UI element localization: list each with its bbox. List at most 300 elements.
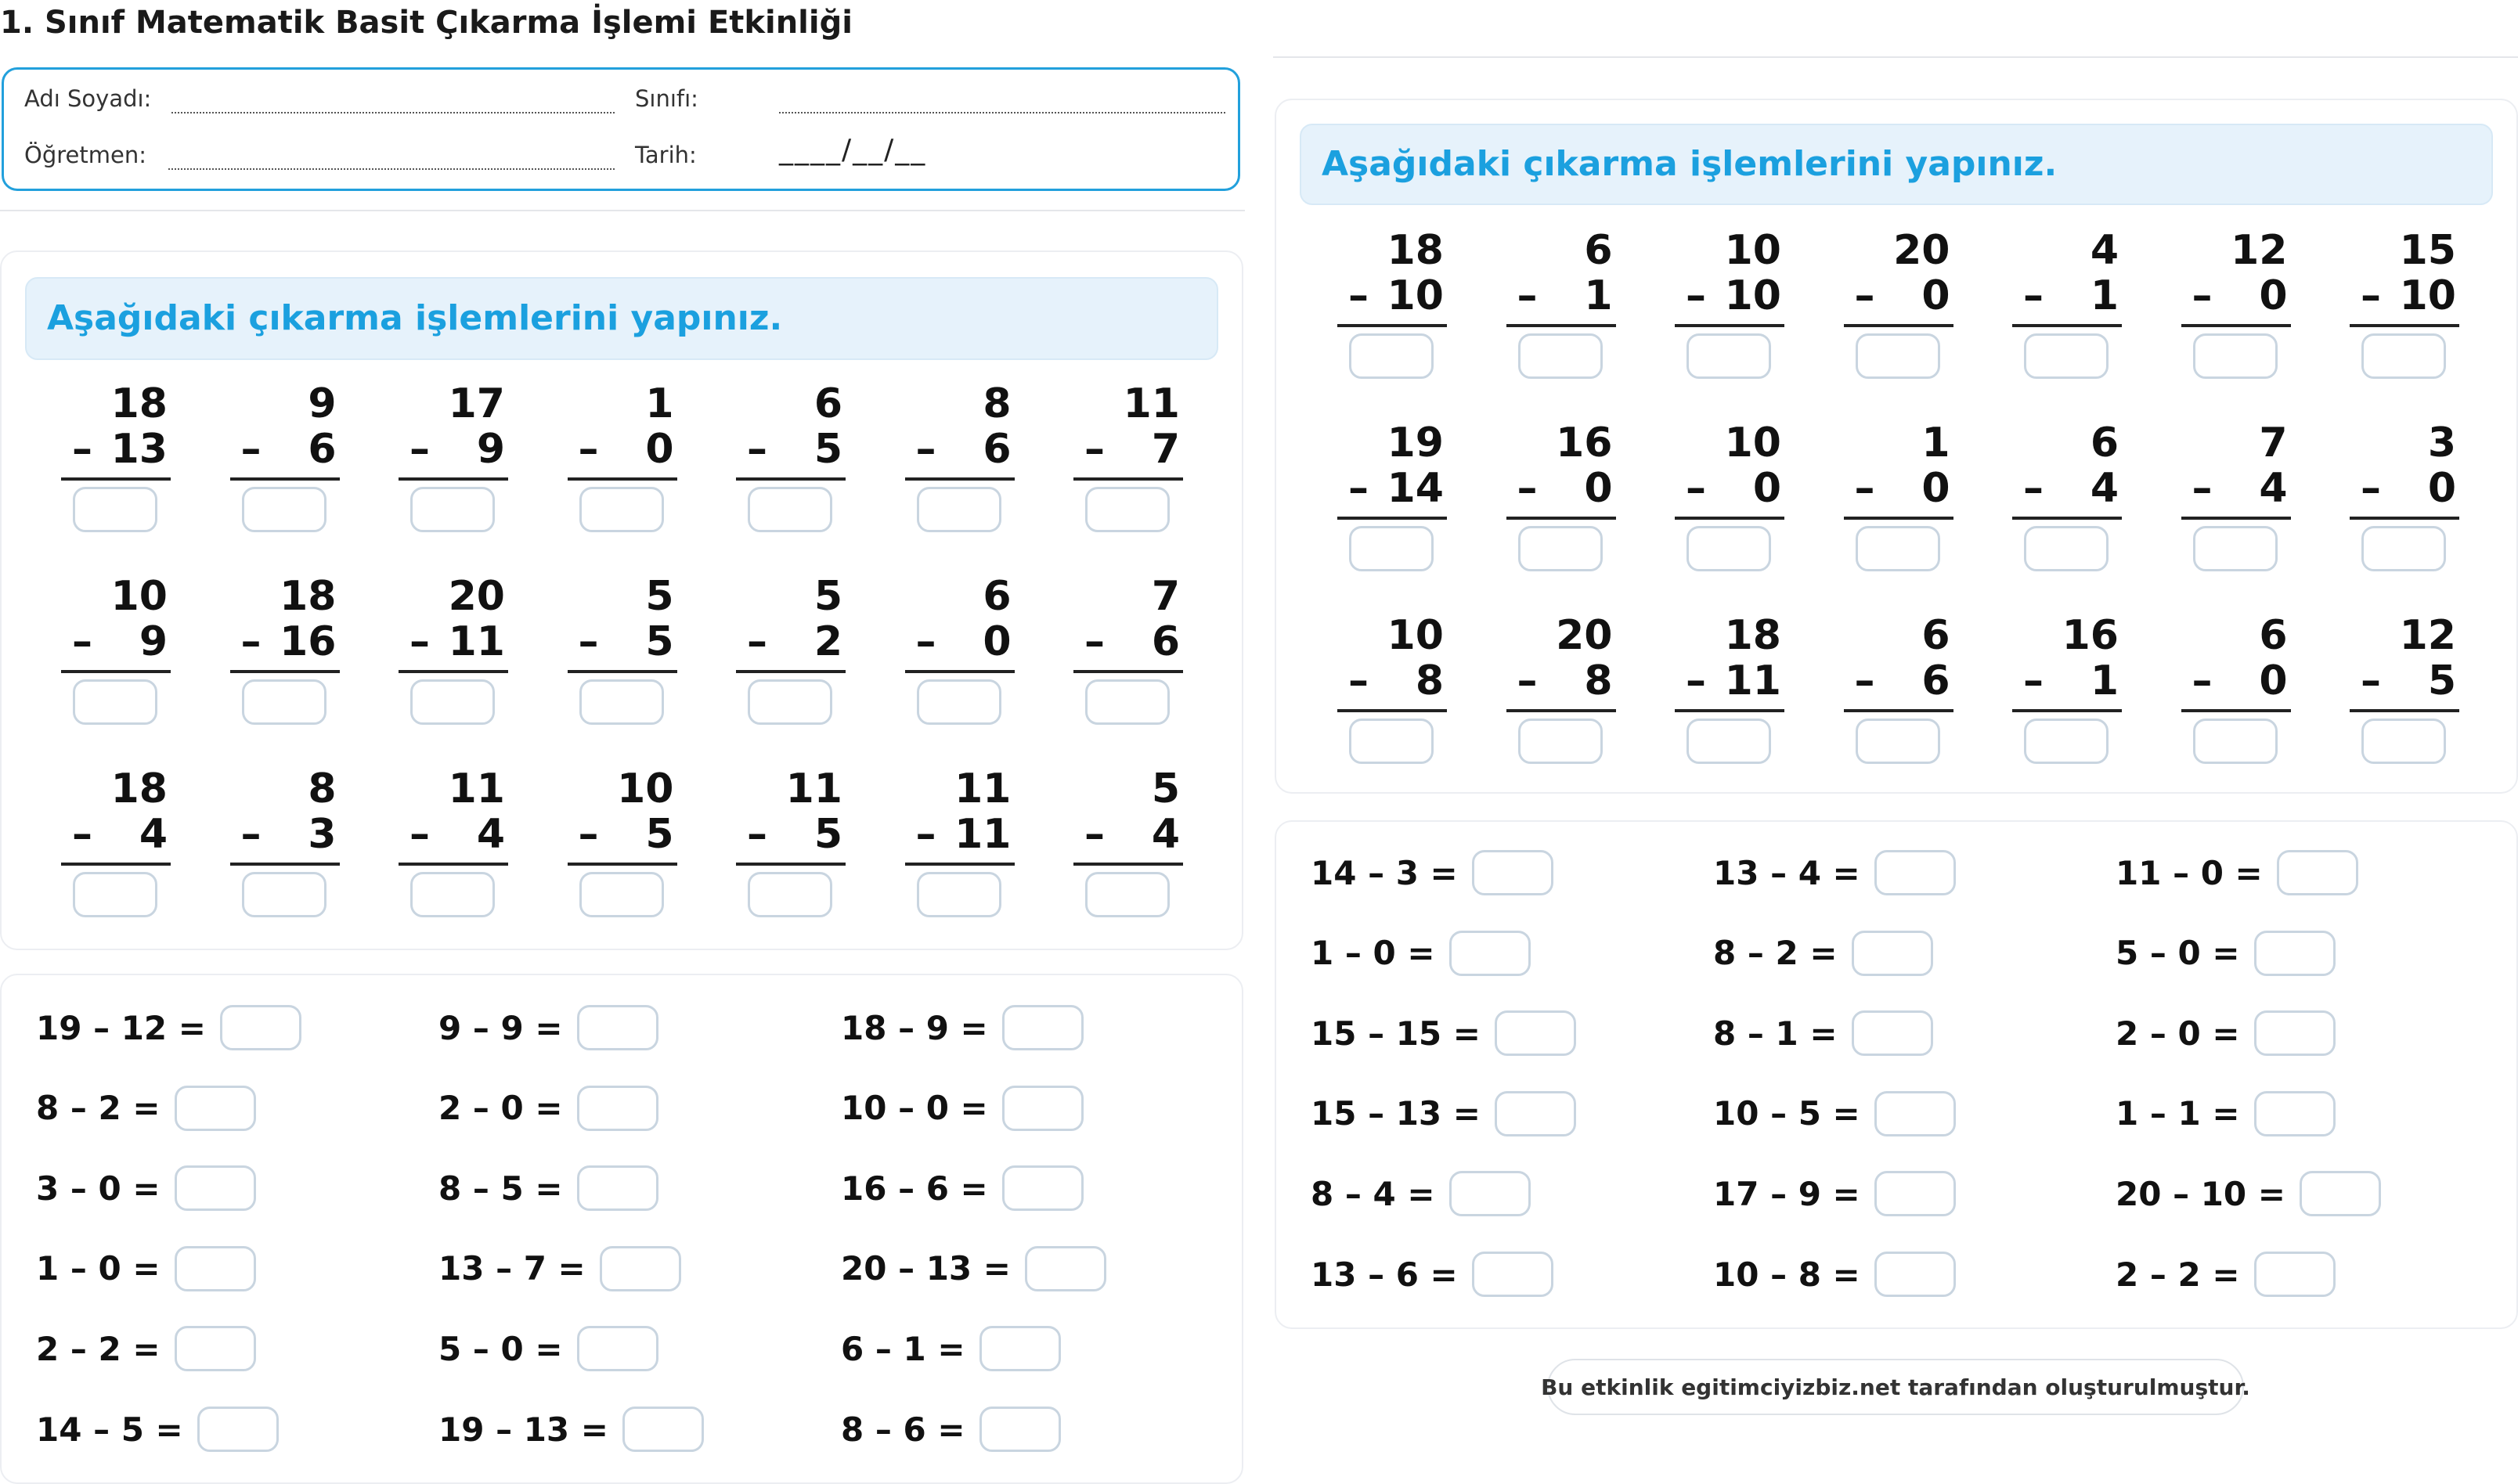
result-line bbox=[61, 863, 171, 866]
answer-box[interactable] bbox=[175, 1326, 256, 1371]
class-label: Sınıfı: bbox=[635, 85, 698, 112]
answer-box[interactable] bbox=[579, 487, 664, 532]
answer-box[interactable] bbox=[410, 872, 495, 917]
answer-box[interactable] bbox=[1686, 333, 1771, 379]
subtrahend: 10 bbox=[1387, 272, 1444, 319]
vertical-problem bbox=[61, 379, 171, 543]
problem-expression: 16 – 6 = bbox=[841, 1169, 988, 1208]
answer-box[interactable] bbox=[1852, 931, 1933, 976]
answer-box[interactable] bbox=[1025, 1246, 1106, 1291]
subtrahend: 0 bbox=[2259, 272, 2288, 319]
answer-box[interactable] bbox=[1874, 850, 1956, 895]
subtrahend: 11 bbox=[954, 811, 1012, 858]
result-line bbox=[1675, 324, 1784, 327]
minuend: 20 bbox=[448, 573, 505, 620]
horizontal-problem bbox=[841, 1004, 1084, 1051]
horizontal-problem bbox=[841, 1085, 1084, 1132]
subtrahend: 11 bbox=[448, 618, 505, 665]
horizontal-problem bbox=[438, 1165, 658, 1212]
answer-box[interactable] bbox=[1002, 1165, 1084, 1211]
right-instructions-banner: Aşağıdaki çıkarma işlemlerini yapınız. bbox=[1300, 124, 2493, 205]
answer-box[interactable] bbox=[410, 487, 495, 532]
subtrahend: 9 bbox=[476, 426, 505, 473]
vertical-problem bbox=[2012, 225, 2122, 390]
answer-box[interactable] bbox=[1518, 719, 1603, 764]
student-info-box bbox=[2, 67, 1240, 191]
answer-box[interactable] bbox=[1449, 931, 1531, 976]
minuend: 15 bbox=[2399, 227, 2456, 274]
answer-box[interactable] bbox=[577, 1005, 658, 1050]
minus-sign: – bbox=[1517, 272, 1538, 319]
date-field[interactable]: ____/__/__ bbox=[779, 134, 927, 166]
vertical-problem bbox=[905, 764, 1015, 928]
answer-box[interactable] bbox=[577, 1165, 658, 1211]
answer-box[interactable] bbox=[242, 679, 326, 725]
problem-expression: 18 – 9 = bbox=[841, 1008, 988, 1047]
answer-box[interactable] bbox=[73, 487, 157, 532]
vertical-problem bbox=[1675, 225, 1784, 390]
result-line bbox=[905, 670, 1015, 673]
result-line bbox=[1073, 863, 1183, 866]
vertical-problem bbox=[1844, 418, 1953, 582]
problem-expression: 8 – 1 = bbox=[1713, 1014, 1838, 1053]
problem-expression: 2 – 2 = bbox=[2116, 1255, 2240, 1294]
answer-box[interactable] bbox=[1686, 719, 1771, 764]
vertical-problem bbox=[2181, 225, 2291, 390]
vertical-problem bbox=[1844, 611, 1953, 775]
subtrahend: 0 bbox=[2427, 465, 2456, 512]
horizontal-problem bbox=[2116, 1251, 2336, 1298]
result-line bbox=[1675, 709, 1784, 712]
problem-expression: 3 – 0 = bbox=[36, 1169, 161, 1208]
subtrahend: 1 bbox=[2090, 657, 2119, 704]
answer-box[interactable] bbox=[1495, 1091, 1576, 1136]
problem-expression: 8 – 2 = bbox=[1713, 934, 1838, 973]
answer-box[interactable] bbox=[2300, 1171, 2381, 1216]
minuend: 6 bbox=[1921, 612, 1950, 659]
vertical-problem bbox=[1675, 418, 1784, 582]
subtrahend: 5 bbox=[2427, 657, 2456, 704]
result-line bbox=[1506, 324, 1616, 327]
answer-box[interactable] bbox=[1449, 1171, 1531, 1216]
result-line bbox=[736, 477, 846, 481]
subtrahend: 0 bbox=[2259, 657, 2288, 704]
minuend: 10 bbox=[617, 765, 674, 812]
answer-box[interactable] bbox=[2361, 526, 2446, 571]
vertical-problem bbox=[399, 379, 508, 543]
answer-box[interactable] bbox=[1518, 526, 1603, 571]
minuend: 4 bbox=[2090, 227, 2119, 274]
minuend: 5 bbox=[1151, 765, 1180, 812]
result-line bbox=[2350, 324, 2459, 327]
vertical-problem bbox=[2350, 611, 2459, 775]
result-line bbox=[568, 863, 677, 866]
vertical-problem bbox=[2012, 418, 2122, 582]
result-line bbox=[2012, 709, 2122, 712]
result-line bbox=[2012, 324, 2122, 327]
minus-sign: – bbox=[2023, 657, 2044, 704]
answer-box[interactable] bbox=[1856, 333, 1940, 379]
minus-sign: – bbox=[2192, 657, 2213, 704]
answer-box[interactable] bbox=[1495, 1010, 1576, 1056]
subtrahend: 4 bbox=[476, 811, 505, 858]
answer-box[interactable] bbox=[1852, 1010, 1933, 1056]
horizontal-problem bbox=[1713, 1251, 1956, 1298]
minuend: 18 bbox=[110, 765, 168, 812]
minus-sign: – bbox=[2361, 272, 2381, 319]
minuend: 12 bbox=[2231, 227, 2288, 274]
answer-box[interactable] bbox=[579, 679, 664, 725]
subtrahend: 4 bbox=[139, 811, 168, 858]
minus-sign: – bbox=[72, 618, 92, 665]
result-line bbox=[2181, 324, 2291, 327]
problem-expression: 8 – 5 = bbox=[438, 1169, 563, 1208]
problem-expression: 13 – 4 = bbox=[1713, 853, 1860, 892]
result-line bbox=[1506, 517, 1616, 520]
result-line bbox=[905, 477, 1015, 481]
horizontal-problem bbox=[2116, 849, 2358, 896]
horizontal-problem bbox=[841, 1245, 1106, 1292]
subtrahend: 1 bbox=[1584, 272, 1613, 319]
answer-box[interactable] bbox=[1518, 333, 1603, 379]
answer-box[interactable] bbox=[579, 872, 664, 917]
subtrahend: 8 bbox=[1584, 657, 1613, 704]
vertical-problem bbox=[1337, 611, 1447, 775]
vertical-problem bbox=[568, 379, 677, 543]
vertical-problem bbox=[399, 764, 508, 928]
horizontal-problem bbox=[36, 1085, 256, 1132]
answer-box[interactable] bbox=[73, 872, 157, 917]
vertical-problem bbox=[230, 571, 340, 736]
minuend: 8 bbox=[308, 765, 337, 812]
answer-box[interactable] bbox=[1856, 526, 1940, 571]
horizontal-problem bbox=[1713, 1090, 1956, 1137]
horizontal-problem bbox=[1311, 1010, 1576, 1057]
minuend: 7 bbox=[2259, 420, 2288, 466]
result-line bbox=[61, 670, 171, 673]
subtrahend: 11 bbox=[1724, 657, 1781, 704]
answer-box[interactable] bbox=[1349, 333, 1434, 379]
answer-box[interactable] bbox=[1085, 679, 1170, 725]
minus-sign: – bbox=[1686, 657, 1706, 704]
minus-sign: – bbox=[1854, 657, 1875, 704]
problem-expression: 5 – 0 = bbox=[438, 1329, 563, 1368]
problem-expression: 13 – 6 = bbox=[1311, 1255, 1458, 1294]
minuend: 19 bbox=[1387, 420, 1444, 466]
problem-expression: 11 – 0 = bbox=[2116, 853, 2263, 892]
minuend: 9 bbox=[308, 380, 337, 427]
minus-sign: – bbox=[1348, 465, 1369, 512]
minus-sign: – bbox=[578, 426, 599, 473]
problem-expression: 8 – 2 = bbox=[36, 1089, 161, 1128]
answer-box[interactable] bbox=[2361, 333, 2446, 379]
subtrahend: 13 bbox=[110, 426, 168, 473]
horizontal-problem bbox=[36, 1165, 256, 1212]
answer-box[interactable] bbox=[1874, 1252, 1956, 1297]
subtrahend: 6 bbox=[1921, 657, 1950, 704]
vertical-problem bbox=[230, 379, 340, 543]
answer-box[interactable] bbox=[2193, 333, 2278, 379]
answer-box[interactable] bbox=[577, 1086, 658, 1131]
vertical-problem bbox=[1073, 379, 1183, 543]
minuend: 5 bbox=[813, 573, 842, 620]
problem-expression: 19 – 13 = bbox=[438, 1410, 608, 1449]
answer-box[interactable] bbox=[979, 1326, 1061, 1371]
minuend: 5 bbox=[645, 573, 674, 620]
horizontal-problem bbox=[1311, 1170, 1531, 1217]
result-line bbox=[2181, 517, 2291, 520]
subtrahend: 5 bbox=[645, 811, 674, 858]
minus-sign: – bbox=[2361, 657, 2381, 704]
problem-expression: 6 – 1 = bbox=[841, 1329, 965, 1368]
minuend: 12 bbox=[2399, 612, 2456, 659]
problem-expression: 17 – 9 = bbox=[1713, 1174, 1860, 1213]
divider bbox=[1273, 56, 2518, 58]
answer-box[interactable] bbox=[220, 1005, 301, 1050]
minus-sign: – bbox=[1517, 465, 1538, 512]
minus-sign: – bbox=[1854, 272, 1875, 319]
horizontal-problem bbox=[1311, 1251, 1553, 1298]
minuend: 16 bbox=[2062, 612, 2119, 659]
problem-expression: 13 – 7 = bbox=[438, 1249, 586, 1288]
horizontal-problem bbox=[1713, 1170, 1956, 1217]
minus-sign: – bbox=[240, 426, 262, 473]
subtrahend: 16 bbox=[280, 618, 337, 665]
problem-expression: 2 – 2 = bbox=[36, 1329, 161, 1368]
horizontal-problem bbox=[1713, 930, 1933, 977]
minus-sign: – bbox=[1348, 657, 1369, 704]
subtrahend: 0 bbox=[1752, 465, 1781, 512]
horizontal-problem bbox=[438, 1245, 681, 1292]
horizontal-problem bbox=[2116, 930, 2336, 977]
problem-expression: 1 – 1 = bbox=[2116, 1094, 2240, 1133]
minuend: 10 bbox=[1724, 227, 1781, 274]
minuend: 10 bbox=[110, 573, 168, 620]
vertical-problem bbox=[905, 379, 1015, 543]
minuend: 11 bbox=[448, 765, 505, 812]
name-label: Adı Soyadı: bbox=[24, 85, 152, 112]
answer-box[interactable] bbox=[2277, 850, 2358, 895]
result-line bbox=[1844, 324, 1953, 327]
subtrahend: 10 bbox=[1724, 272, 1781, 319]
problem-expression: 8 – 6 = bbox=[841, 1410, 965, 1449]
horizontal-problem bbox=[1311, 1090, 1576, 1137]
answer-box[interactable] bbox=[2254, 931, 2336, 976]
answer-box[interactable] bbox=[1085, 872, 1170, 917]
answer-box[interactable] bbox=[748, 679, 832, 725]
answer-box[interactable] bbox=[748, 872, 832, 917]
result-line bbox=[568, 477, 677, 481]
subtrahend: 0 bbox=[1584, 465, 1613, 512]
minuend: 6 bbox=[983, 573, 1012, 620]
minuend: 20 bbox=[1893, 227, 1950, 274]
answer-box[interactable] bbox=[1349, 719, 1434, 764]
minus-sign: – bbox=[1854, 465, 1875, 512]
horizontal-problem bbox=[1713, 849, 1956, 896]
horizontal-problem bbox=[1311, 849, 1553, 896]
answer-box[interactable] bbox=[1686, 526, 1771, 571]
minuend: 7 bbox=[1151, 573, 1180, 620]
horizontal-problem bbox=[1713, 1010, 1933, 1057]
minuend: 1 bbox=[645, 380, 674, 427]
problem-expression: 19 – 12 = bbox=[36, 1008, 206, 1047]
answer-box[interactable] bbox=[175, 1086, 256, 1131]
minuend: 6 bbox=[2090, 420, 2119, 466]
horizontal-problem bbox=[438, 1406, 704, 1453]
answer-box[interactable] bbox=[2193, 719, 2278, 764]
problem-expression: 2 – 0 = bbox=[438, 1089, 563, 1128]
answer-box[interactable] bbox=[2024, 333, 2109, 379]
minus-sign: – bbox=[747, 811, 767, 858]
answer-box[interactable] bbox=[917, 679, 1001, 725]
answer-box[interactable] bbox=[2254, 1252, 2336, 1297]
minus-sign: – bbox=[409, 426, 430, 473]
minuend: 18 bbox=[1387, 227, 1444, 274]
result-line bbox=[1844, 517, 1953, 520]
vertical-problem bbox=[230, 764, 340, 928]
subtrahend: 5 bbox=[645, 618, 674, 665]
result-line bbox=[2350, 517, 2459, 520]
subtrahend: 6 bbox=[308, 426, 337, 473]
vertical-problem bbox=[568, 764, 677, 928]
horizontal-problem bbox=[438, 1085, 658, 1132]
name-field[interactable] bbox=[171, 112, 615, 113]
problem-expression: 14 – 5 = bbox=[36, 1410, 183, 1449]
class-field[interactable] bbox=[779, 112, 1225, 113]
answer-box[interactable] bbox=[197, 1407, 279, 1452]
subtrahend: 0 bbox=[1921, 272, 1950, 319]
horizontal-problem bbox=[841, 1165, 1084, 1212]
minuend: 17 bbox=[448, 380, 505, 427]
subtrahend: 2 bbox=[813, 618, 842, 665]
minuend: 6 bbox=[2259, 612, 2288, 659]
vertical-problem bbox=[1337, 418, 1447, 582]
problem-expression: 15 – 13 = bbox=[1311, 1094, 1481, 1133]
vertical-problem bbox=[1073, 571, 1183, 736]
subtrahend: 5 bbox=[813, 426, 842, 473]
answer-box[interactable] bbox=[622, 1407, 704, 1452]
subtrahend: 9 bbox=[139, 618, 168, 665]
subtrahend: 0 bbox=[983, 618, 1012, 665]
horizontal-problem bbox=[438, 1004, 658, 1051]
vertical-problem bbox=[1337, 225, 1447, 390]
answer-box[interactable] bbox=[1874, 1171, 1956, 1216]
minus-sign: – bbox=[409, 811, 430, 858]
vertical-problem bbox=[1073, 764, 1183, 928]
minus-sign: – bbox=[240, 811, 262, 858]
result-line bbox=[230, 863, 340, 866]
vertical-problem bbox=[736, 571, 846, 736]
answer-box[interactable] bbox=[917, 872, 1001, 917]
problem-expression: 14 – 3 = bbox=[1311, 853, 1458, 892]
horizontal-problem bbox=[438, 1325, 658, 1372]
minus-sign: – bbox=[1686, 272, 1706, 319]
minuend: 11 bbox=[954, 765, 1012, 812]
result-line bbox=[61, 477, 171, 481]
result-line bbox=[1506, 709, 1616, 712]
answer-box[interactable] bbox=[1472, 850, 1553, 895]
problem-expression: 1 – 0 = bbox=[1311, 934, 1435, 973]
answer-box[interactable] bbox=[175, 1246, 256, 1291]
answer-box[interactable] bbox=[2024, 526, 2109, 571]
teacher-field[interactable] bbox=[168, 168, 615, 170]
answer-box[interactable] bbox=[1002, 1005, 1084, 1050]
answer-box[interactable] bbox=[600, 1246, 681, 1291]
minus-sign: – bbox=[1084, 618, 1105, 665]
horizontal-problem bbox=[841, 1406, 1061, 1453]
result-line bbox=[399, 477, 508, 481]
answer-box[interactable] bbox=[73, 679, 157, 725]
answer-box[interactable] bbox=[2193, 526, 2278, 571]
answer-box[interactable] bbox=[242, 487, 326, 532]
subtrahend: 0 bbox=[645, 426, 674, 473]
minus-sign: – bbox=[72, 811, 92, 858]
problem-expression: 20 – 13 = bbox=[841, 1249, 1011, 1288]
result-line bbox=[1337, 517, 1447, 520]
minuend: 18 bbox=[110, 380, 168, 427]
minus-sign: – bbox=[915, 811, 936, 858]
minus-sign: – bbox=[2192, 272, 2213, 319]
minuend: 11 bbox=[1123, 380, 1180, 427]
minus-sign: – bbox=[1348, 272, 1369, 319]
horizontal-problem bbox=[36, 1245, 256, 1292]
answer-box[interactable] bbox=[410, 679, 495, 725]
minus-sign: – bbox=[747, 426, 767, 473]
answer-box[interactable] bbox=[2254, 1010, 2336, 1056]
answer-box[interactable] bbox=[748, 487, 832, 532]
divider bbox=[0, 210, 1245, 211]
answer-box[interactable] bbox=[1085, 487, 1170, 532]
result-line bbox=[230, 670, 340, 673]
result-line bbox=[1844, 709, 1953, 712]
answer-box[interactable] bbox=[577, 1326, 658, 1371]
answer-box[interactable] bbox=[1874, 1091, 1956, 1136]
answer-box[interactable] bbox=[2254, 1091, 2336, 1136]
answer-box[interactable] bbox=[917, 487, 1001, 532]
page-title: 1. Sınıf Matematik Basit Çıkarma İşlemi Etkinliği bbox=[0, 5, 853, 41]
subtrahend: 10 bbox=[2399, 272, 2456, 319]
result-line bbox=[1675, 517, 1784, 520]
subtrahend: 3 bbox=[308, 811, 337, 858]
result-line bbox=[1337, 324, 1447, 327]
vertical-problem bbox=[2181, 611, 2291, 775]
answer-box[interactable] bbox=[1349, 526, 1434, 571]
vertical-problem bbox=[1844, 225, 1953, 390]
subtrahend: 4 bbox=[2259, 465, 2288, 512]
answer-box[interactable] bbox=[1472, 1252, 1553, 1297]
minus-sign: – bbox=[747, 618, 767, 665]
minus-sign: – bbox=[1686, 465, 1706, 512]
minus-sign: – bbox=[1517, 657, 1538, 704]
minuend: 6 bbox=[1584, 227, 1613, 274]
vertical-problem bbox=[905, 571, 1015, 736]
answer-box[interactable] bbox=[2024, 719, 2109, 764]
vertical-problem bbox=[568, 571, 677, 736]
answer-box[interactable] bbox=[242, 872, 326, 917]
problem-expression: 15 – 15 = bbox=[1311, 1014, 1481, 1053]
answer-box[interactable] bbox=[1002, 1086, 1084, 1131]
minuend: 18 bbox=[280, 573, 337, 620]
answer-box[interactable] bbox=[979, 1407, 1061, 1452]
minus-sign: – bbox=[72, 426, 92, 473]
answer-box[interactable] bbox=[175, 1165, 256, 1211]
horizontal-problem bbox=[841, 1325, 1061, 1372]
vertical-problem bbox=[1506, 225, 1616, 390]
answer-box[interactable] bbox=[1856, 719, 1940, 764]
problem-expression: 20 – 10 = bbox=[2116, 1174, 2285, 1213]
answer-box[interactable] bbox=[2361, 719, 2446, 764]
subtrahend: 4 bbox=[2090, 465, 2119, 512]
